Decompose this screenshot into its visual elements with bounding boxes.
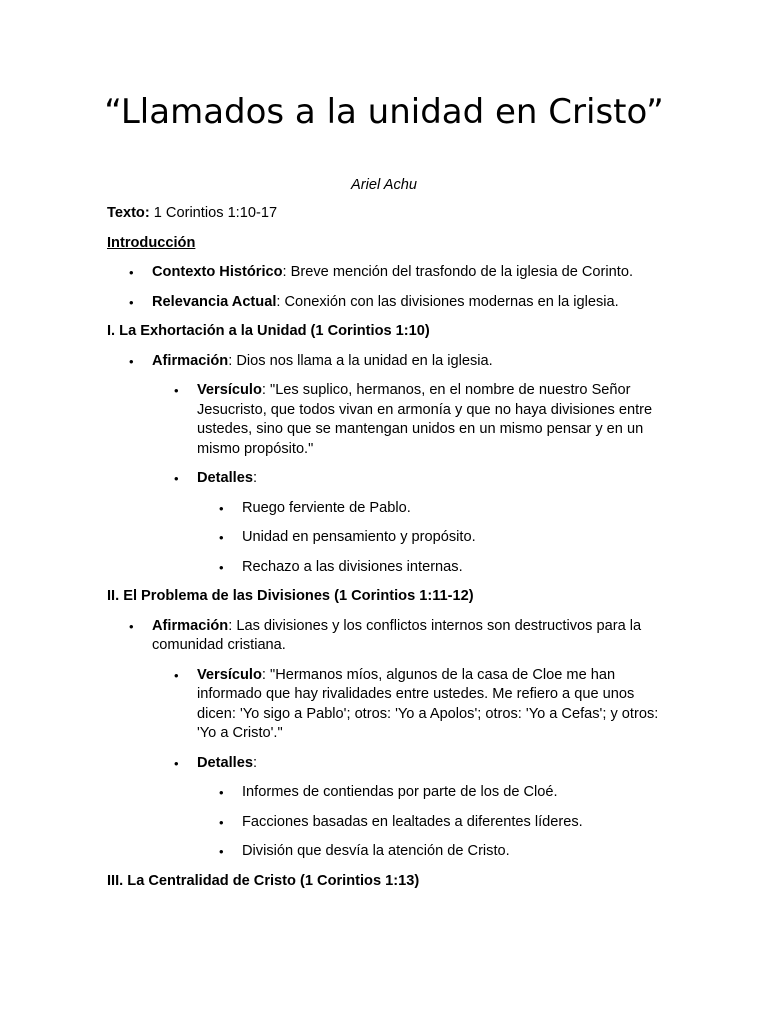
item-label: Versículo xyxy=(197,666,262,683)
document-author: Ariel Achu xyxy=(351,177,417,193)
item-text: : "Les suplico, hermanos, en el nombre de nuestro Señor Jesucristo, que todos vivan en armonía y que no haya divisiones entre ustedes, sino que se mantengan unidos en un mismo pensar y en un mismo propósito." xyxy=(197,382,653,457)
section-heading xyxy=(107,872,667,892)
item-label: Detalles xyxy=(197,754,253,771)
list-item xyxy=(107,263,667,283)
item-label: Relevancia Actual xyxy=(152,293,277,310)
item-text: : xyxy=(252,470,258,486)
item-label: Afirmación xyxy=(152,352,229,369)
list-item xyxy=(107,293,667,313)
list-item: • Unidad en pensamiento y propósito. xyxy=(107,528,667,548)
item-label: Detalles xyxy=(197,470,253,486)
section-heading-text: II. El Problema de las Divisiones (1 Corintios 1:11-12) xyxy=(107,588,474,604)
list-item xyxy=(107,754,667,774)
section-heading-text: III. La Centralidad de Cristo (1 Corintios 1:13) xyxy=(107,872,420,889)
item-text: : Las divisiones y los conflictos internos son destructivos para la comunidad cristiana. xyxy=(152,617,642,653)
section2-list xyxy=(107,617,667,862)
list-item: • Facciones basadas en lealtades a diferentes líderes. xyxy=(107,813,667,833)
item-label: Contexto Histórico xyxy=(152,264,283,280)
section-heading xyxy=(107,587,667,607)
item-text: : "Hermanos míos, algunos de la casa de Cloe me han informado que hay rivalidades entre ustedes. Me refiero a que unos dicen: 'Yo sigo a Pablo'; otros: 'Yo a Apolos'; otros: 'Yo a Cefas'; y otros: 'Yo a Cristo'." xyxy=(197,666,659,741)
intro-heading-text: Introducción xyxy=(107,234,196,251)
section-heading-text: I. La Exhortación a la Unidad (1 Corintios 1:10) xyxy=(107,323,430,339)
list-item xyxy=(107,666,667,744)
list-item xyxy=(107,617,667,656)
text-reference xyxy=(107,204,667,224)
item-text: : Conexión con las divisiones modernas en la iglesia. xyxy=(276,293,619,310)
item-text: : Dios nos llama a la unidad en la iglesia. xyxy=(228,352,493,369)
list-item xyxy=(107,469,667,489)
text-label: Texto: xyxy=(107,205,150,221)
item-text: : xyxy=(252,754,258,771)
text-ref: 1 Corintios 1:10-17 xyxy=(149,205,278,221)
intro-list xyxy=(107,263,667,312)
list-item: • Informes de contiendas por parte de los de Cloé. xyxy=(107,783,667,803)
list-item: • División que desvía la atención de Cristo. xyxy=(107,842,667,862)
document-body xyxy=(107,204,667,901)
item-label: Afirmación xyxy=(152,617,229,634)
list-item: • Ruego ferviente de Pablo. xyxy=(107,499,667,519)
intro-heading xyxy=(107,234,667,254)
section1-list xyxy=(107,352,667,578)
document-title: “Llamados a la unidad en Cristo” xyxy=(104,92,664,132)
list-item xyxy=(107,352,667,372)
list-item: • Rechazo a las divisiones internas. xyxy=(107,558,667,578)
item-label: Versículo xyxy=(197,382,262,398)
item-text: : Breve mención del trasfondo de la iglesia de Corinto. xyxy=(282,264,633,280)
section-heading xyxy=(107,322,667,342)
list-item xyxy=(107,381,667,459)
